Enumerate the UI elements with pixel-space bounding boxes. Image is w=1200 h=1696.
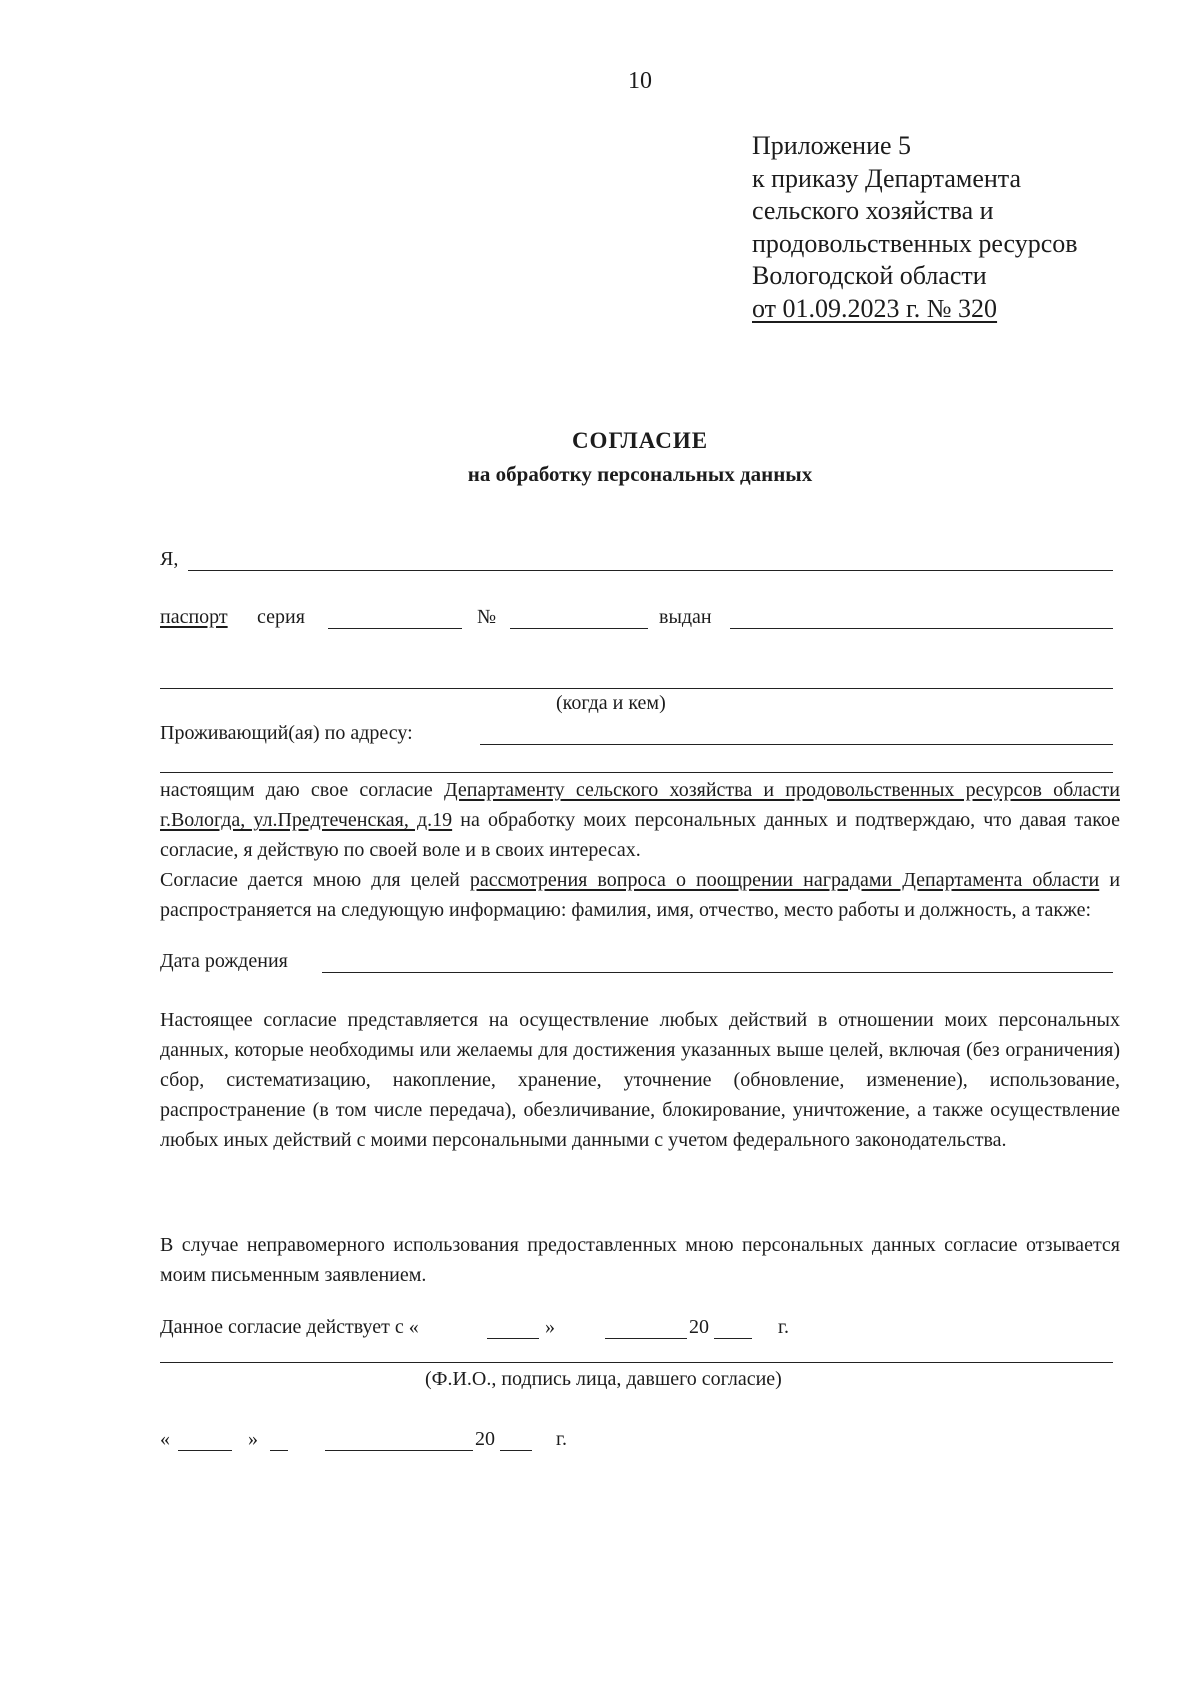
page-number: 10 [628, 68, 652, 94]
department-name: Департаменту сельского хозяйства и продовольственных ресурсов области г.Вологда, ул.Предтеченская, д.19 [160, 779, 1120, 831]
appendix-line: Приложение 5 [752, 131, 912, 160]
issued-by-field-line2[interactable] [160, 688, 1113, 689]
appendix-line: к приказу Департамента [752, 163, 1022, 193]
validity-prefix: Данное согласие действует с « [160, 1316, 419, 1338]
name-prefix: Я, [160, 548, 179, 570]
passport-series-field[interactable] [328, 628, 462, 629]
document-subtitle: на обработку персональных данных [467, 462, 813, 486]
dob-label: Дата рождения [160, 950, 288, 972]
full-name-field[interactable] [188, 570, 1113, 571]
date-close-quote: » [248, 1428, 258, 1450]
revocation-text: В случае неправомерного использования предоставленных мною персональных данных согласие отзывается моим письменным заявлением. [160, 1234, 1120, 1286]
date-month-field[interactable] [325, 1450, 473, 1451]
document-title: СОГЛАСИЕ [571, 428, 709, 453]
consent-text: на обработку моих персональных данных и подтверждаю, что давая такое согласие, я действую по своей воле и в своих интересах. [160, 809, 1121, 861]
appendix-line: Вологодской области [752, 261, 987, 290]
purpose-text: Согласие дается мною для целей [160, 869, 460, 891]
address-field-line2[interactable] [160, 772, 1113, 773]
revocation-paragraph [160, 1230, 1120, 1290]
validity-close-quote: » [545, 1316, 555, 1338]
date-open-quote: « [160, 1428, 170, 1450]
date-gap-line [270, 1450, 288, 1451]
validity-year-suffix: г. [778, 1316, 789, 1338]
address-label: Проживающий(ая) по адресу: [160, 722, 413, 744]
date-year-field[interactable] [500, 1450, 532, 1451]
signature-field[interactable] [160, 1362, 1113, 1363]
validity-month-field[interactable] [605, 1338, 687, 1339]
issued-by-field[interactable] [730, 628, 1113, 629]
validity-year-prefix: 20 [689, 1316, 709, 1338]
passport-number-field[interactable] [510, 628, 648, 629]
processing-scope-text: Настоящее согласие представляется на осуществление любых действий в отношении моих персональных данных, которые необходимы или желаемы для достижения указанных выше целей, включая (без ограничения) сбор, систематизацию, накопление, хранение, уточнение (обновление, изменение), использование, распространение (в том числе передача), обезличивание, блокирование, уничтожение, а также осуществление любых иных действий с моими персональными данными с учетом федерального законодательства. [160, 1009, 1120, 1151]
purpose-text: и распространяется на следующую информацию: фамилия, имя, отчество, место работы и должность, а также: [160, 869, 1121, 921]
address-field[interactable] [480, 744, 1113, 745]
processing-scope-paragraph [160, 1005, 1120, 1155]
date-day-field[interactable] [178, 1450, 232, 1451]
signature-hint: (Ф.И.О., подпись лица, давшего согласие) [425, 1368, 782, 1390]
date-year-suffix: г. [556, 1428, 567, 1450]
consent-paragraph [160, 775, 1120, 925]
series-label: серия [257, 606, 305, 628]
appendix-line: продовольственных ресурсов [752, 228, 1078, 258]
number-label: № [477, 606, 497, 628]
appendix-block [752, 130, 1078, 325]
validity-year-field[interactable] [714, 1338, 752, 1339]
purpose-value: рассмотрения вопроса о поощрении наградами Департамента области [469, 869, 1100, 891]
issued-label: выдан [659, 606, 712, 628]
appendix-line: сельского хозяйства и [752, 196, 994, 225]
appendix-order-ref: от 01.09.2023 г. № 320 [752, 293, 998, 323]
dob-field[interactable] [322, 972, 1113, 973]
issued-hint: (когда и кем) [556, 692, 666, 714]
passport-label: паспорт [160, 606, 228, 628]
consent-text: настоящим даю свое согласие [160, 779, 433, 801]
date-year-prefix: 20 [475, 1428, 495, 1450]
validity-day-field[interactable] [487, 1338, 539, 1339]
